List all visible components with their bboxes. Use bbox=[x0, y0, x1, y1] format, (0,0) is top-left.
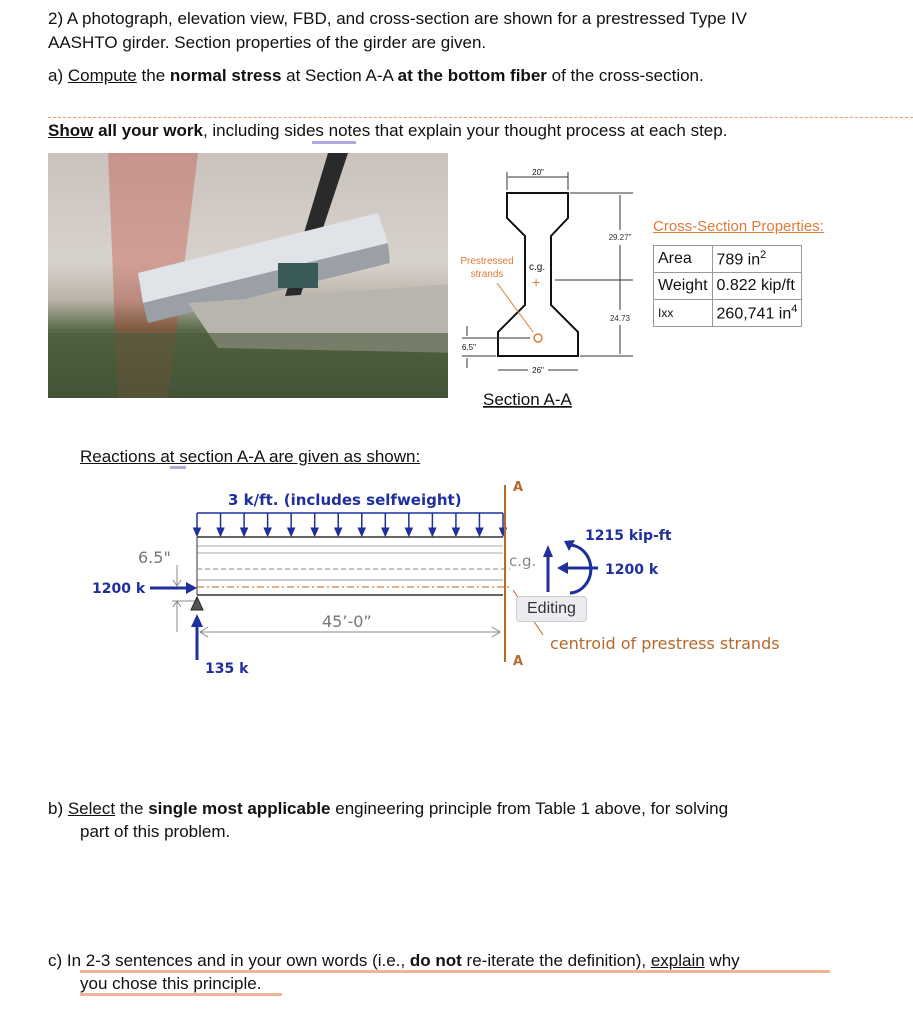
offset-dimension bbox=[172, 565, 195, 632]
strands-leader bbox=[497, 283, 533, 332]
table-row bbox=[654, 300, 802, 327]
reactions-intro: Reactions at section A-A are given as shown: bbox=[80, 447, 421, 466]
part-b-line-2: part of this problem. bbox=[80, 822, 231, 841]
text: the bbox=[136, 66, 170, 85]
show-word: Show bbox=[48, 121, 94, 140]
text: of the cross-section. bbox=[546, 66, 704, 85]
cg-label-fbd: c.g. bbox=[509, 552, 537, 570]
load-arrowhead bbox=[429, 528, 436, 536]
pin-support-icon bbox=[191, 597, 203, 610]
text: c) bbox=[48, 951, 67, 970]
part-c-line-2: you chose this principle. bbox=[80, 974, 262, 993]
prop-value: 0.822 kip/ft bbox=[712, 273, 802, 300]
offset-label: 6.5" bbox=[138, 548, 171, 567]
editing-tooltip: Editing bbox=[516, 596, 587, 622]
bold-text: normal stress bbox=[169, 66, 282, 85]
axial-left-arrowhead bbox=[186, 582, 197, 594]
axial-left-label: 1200 k bbox=[92, 581, 146, 597]
lower-dim-label: 24.73 bbox=[609, 314, 631, 323]
table-row bbox=[654, 246, 802, 273]
prop-value bbox=[712, 300, 802, 327]
distributed-load bbox=[194, 513, 507, 536]
load-arrowhead bbox=[241, 528, 248, 536]
spellcheck-highlight bbox=[170, 466, 186, 469]
value-text: 260,741 in bbox=[716, 305, 792, 323]
load-arrowhead bbox=[264, 528, 271, 536]
part-c bbox=[48, 950, 740, 972]
bold-text: do not bbox=[409, 951, 462, 970]
top-width-label: 20" bbox=[532, 168, 544, 177]
load-arrowhead bbox=[476, 528, 483, 536]
moment-label: 1215 kip-ft bbox=[585, 528, 672, 544]
load-arrowhead bbox=[288, 528, 295, 536]
bold-text: all your work bbox=[93, 121, 203, 140]
beam bbox=[197, 537, 510, 595]
question-line-2: AASHTO girder. Section properties of the girder are given. bbox=[48, 33, 487, 52]
strands-label-2: strands bbox=[470, 269, 504, 280]
axial-right-arrowhead bbox=[557, 562, 568, 574]
text: b) bbox=[48, 799, 68, 818]
prop-value bbox=[712, 246, 802, 273]
load-arrowhead bbox=[217, 528, 224, 536]
load-arrowhead bbox=[194, 528, 201, 536]
text: at Section A-A bbox=[281, 66, 398, 85]
text: notes that explain your thought process at each step. bbox=[323, 121, 728, 140]
bottom-width-label: 26" bbox=[532, 366, 544, 375]
strand-centroid-icon bbox=[534, 334, 542, 342]
load-arrowhead bbox=[335, 528, 342, 536]
load-label: 3 k/ft. (includes selfweight) bbox=[228, 491, 462, 509]
text: engineering principle from Table 1 above, for solving bbox=[330, 799, 729, 818]
text: why bbox=[704, 951, 740, 970]
load-arrowhead bbox=[382, 528, 389, 536]
properties-title: Cross-Section Properties: bbox=[653, 218, 824, 235]
bold-text: at the bottom fiber bbox=[397, 66, 547, 85]
bold-text: single most applicable bbox=[148, 799, 331, 818]
axial-right-label: 1200 k bbox=[605, 562, 659, 578]
prop-name: Weight bbox=[654, 273, 713, 300]
load-arrowhead bbox=[405, 528, 412, 536]
exponent: 2 bbox=[760, 248, 767, 261]
upper-dim-label: 29.27" bbox=[608, 233, 632, 242]
prop-name: Ixx bbox=[654, 300, 713, 327]
sides-word: sides bbox=[284, 121, 324, 140]
centroid-note: centroid of prestress strands bbox=[550, 634, 780, 653]
section-title: Section A-A bbox=[483, 390, 572, 409]
section-label-bottom: A bbox=[513, 654, 524, 669]
select-word: Select bbox=[67, 799, 116, 818]
text: re-iterate the definition), bbox=[461, 951, 651, 970]
load-arrowhead bbox=[358, 528, 365, 536]
text: In 2-3 sentences and in your own words (i.e., bbox=[66, 951, 410, 970]
comment-underline bbox=[80, 993, 282, 996]
load-arrowhead bbox=[311, 528, 318, 536]
strand-offset-label: 6.5" bbox=[462, 343, 476, 352]
shear-arrowhead bbox=[543, 545, 553, 557]
load-arrowhead bbox=[452, 528, 459, 536]
cg-label: c.g. bbox=[529, 262, 546, 273]
compute-word: Compute bbox=[67, 66, 137, 85]
part-b bbox=[48, 798, 728, 820]
explain-word: explain bbox=[650, 951, 705, 970]
strands-label-1: Prestressed bbox=[460, 256, 514, 267]
cg-marker: + bbox=[532, 274, 541, 290]
section-label-top: A bbox=[513, 480, 524, 495]
text: , including bbox=[202, 121, 285, 140]
reaction-arrowhead bbox=[191, 614, 203, 627]
text: the bbox=[115, 799, 149, 818]
reaction-label: 135 k bbox=[205, 661, 249, 677]
table-row bbox=[654, 273, 802, 300]
value-text: 789 in bbox=[716, 251, 761, 269]
span-label: 45’-0” bbox=[322, 612, 372, 631]
prop-name: Area bbox=[654, 246, 713, 273]
part-a-prefix: a) bbox=[48, 66, 68, 85]
exponent: 4 bbox=[791, 302, 798, 315]
question-line-1: 2) A photograph, elevation view, FBD, and cross-section are shown for a prestressed Type IV bbox=[48, 9, 747, 28]
properties-table bbox=[653, 245, 802, 327]
